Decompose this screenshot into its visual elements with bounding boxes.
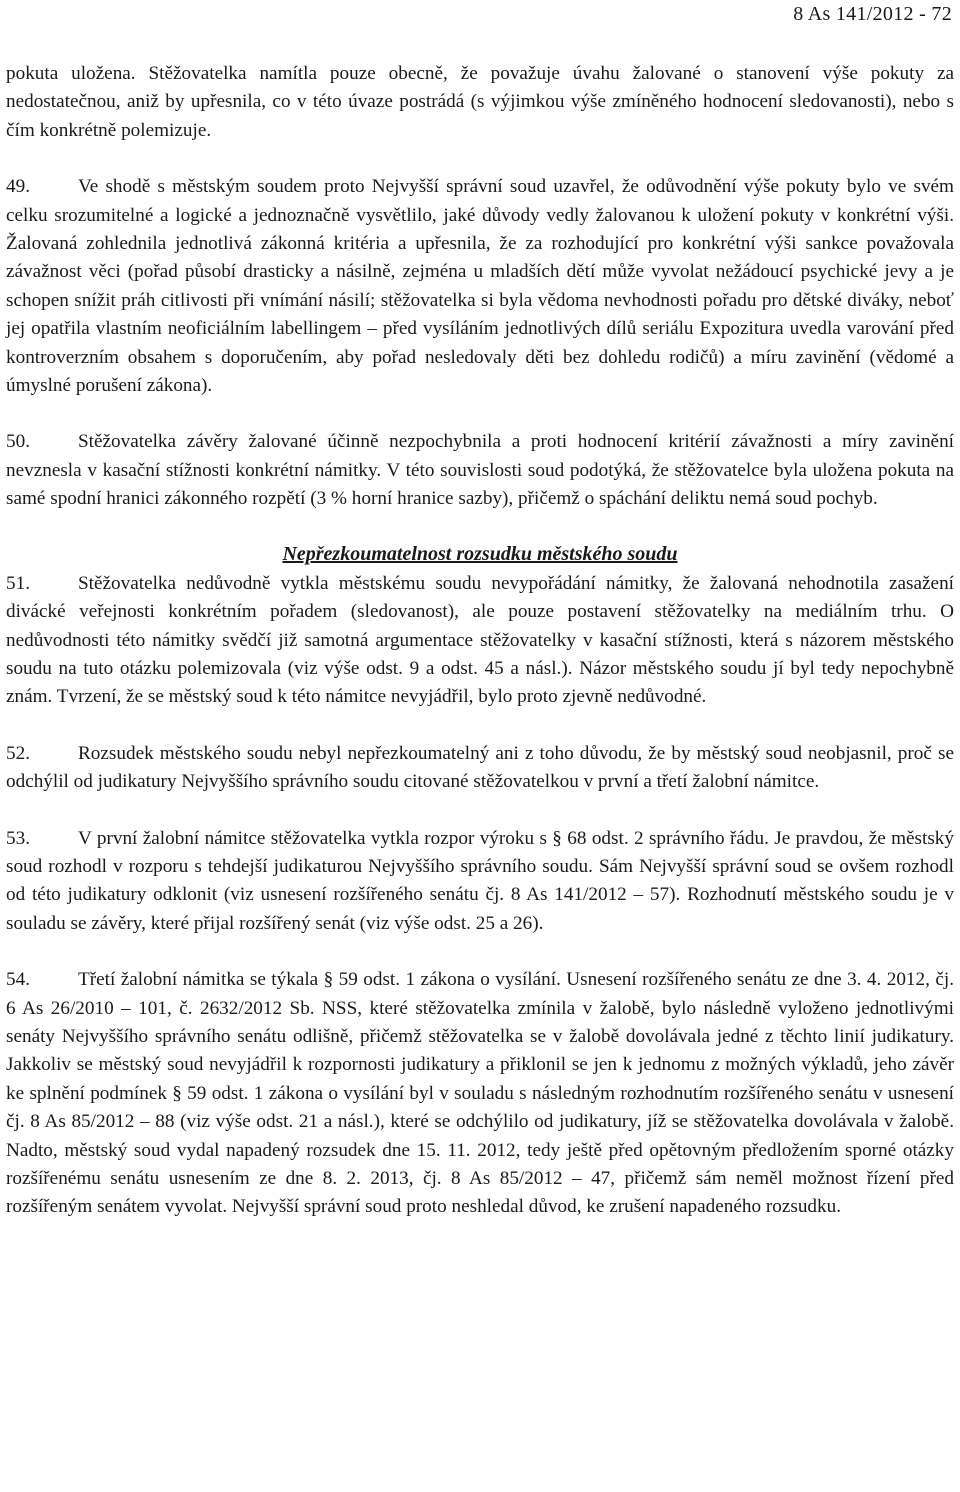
page-reference: 8 As 141/2012 - 72	[793, 3, 952, 25]
paragraph-number: 54.	[6, 969, 30, 991]
paragraph-number: 52.	[6, 742, 30, 764]
paragraph-text: Rozsudek městského soudu nebyl nepřezkoumatelný ani z toho důvodu, že by městský soud neobjasnil, proč se odchýlil od judikatury Nejvyššího správního soudu citované stěžovatelkou v první a třetí žalobní námitce.	[6, 742, 954, 793]
paragraph-number: 51.	[6, 572, 30, 594]
paragraph-53	[6, 825, 954, 939]
document-body	[6, 60, 954, 1250]
paragraph-text: Stěžovatelka závěry žalované účinně nezpochybnila a proti hodnocení kritérií závažnosti a míry zavinění nevznesla v kasační stížnosti konkrétní námitky. V této souvislosti soud podotýká, že stěžovatelce byla uložena pokuta na samé spodní hranici zákonného rozpětí (3 % horní hranice sazby), přičemž o spáchání deliktu nemá soud pochyb.	[6, 431, 954, 510]
paragraph-text: Třetí žalobní námitka se týkala § 59 odst. 1 zákona o vysílání. Usnesení rozšířeného senátu ze dne 3. 4. 2012, čj. 6 As 26/2010 – 101, č. 2632/2012 Sb. NSS, které stěžovatelka zmínila v žalobě, bylo následně vyloženo jednotlivými senáty Nejvyššího správního senátu odlišně, přičemž stěžovatelka se v žalobě dovolávala jedné z těchto linií judikatury. Jakkoliv se městský soud nevyjádřil k rozpornosti judikatury a přiklonil se jen k jednomu z možných výkladů, jeho závěr ke splnění podmínek § 59 odst. 1 zákona o vysílání byl v souladu s následným rozhodnutím rozšířeného senátu v usnesení čj. 8 As 85/2012 – 88 (viz výše odst. 21 a násl.), které se odchýlilo od judikatury, jíž se stěžovatelka dovolávala v žalobě. Nadto, městský soud vydal napadený rozsudek dne 15. 11. 2012, tedy ještě před opětovným předložením sporné otázky rozšířenému senátu usnesením ze dne 8. 2. 2013, čj. 8 As 85/2012 – 47, přičemž sám neměl možnost řízení před rozšířeným senátem vyvolat. Nejvyšší správní soud proto neshledal důvod, ke zrušení napadeného rozsudku.	[6, 969, 954, 1218]
section-heading: Nepřezkoumatelnost rozsudku městského soudu	[282, 542, 678, 565]
paragraph-text: Stěžovatelka nedůvodně vytkla městskému soudu nevypořádání námitky, že žalovaná nehodnotila zasažení divácké veřejnosti konkrétním pořadem (sledovanost), ale pouze postavení stěžovatelky na mediálním trhu. O nedůvodnosti této námitky svědčí již samotná argumentace stěžovatelky v kasační stížnosti, která s názorem městského soudu na tuto otázku polemizovala (viz výše odst. 9 a odst. 45 a násl.). Názor městského soudu jí byl tedy nepochybně znám. Tvrzení, že se městský soud k této námitce nevyjádřil, bylo proto zjevně nedůvodné.	[6, 572, 954, 708]
paragraph-50	[6, 428, 954, 513]
paragraph-text: Ve shodě s městským soudem proto Nejvyšší správní soud uzavřel, že odůvodnění výše pokuty bylo ve svém celku srozumitelné a logické a jednoznačně vysvětlilo, jaké důvody vedly žalovanou k uložení pokuty v konkrétní výši. Žalovaná zohlednila jednotlivá zákonná kritéria a upřesnila, že za rozhodující pro konkrétní výši sankce považovala závažnost věci (pořad působí drasticky a násilně, zejména u mladších dětí může vyvolat nežádoucí psychické jevy a je schopen snížit práh citlivosti při vnímání násilí; stěžovatelka si byla vědoma nevhodnosti pořadu pro dětské diváky, neboť jej opatřila vlastním neoficiálním labellingem – před vysíláním jednotlivých dílů seriálu Expozitura uvedla varování před kontroverzním obsahem s doporučením, aby pořad nesledovaly děti bez dohledu rodičů) a míru zavinění (vědomé a úmyslné porušení zákona).	[6, 176, 954, 397]
paragraph-number: 53.	[6, 827, 30, 849]
paragraph-52	[6, 740, 954, 797]
paragraph-51	[6, 570, 954, 712]
continuation-paragraph: pokuta uložena. Stěžovatelka namítla pouze obecně, že považuje úvahu žalované o stanovení výše pokuty za nedostatečnou, aniž by upřesnila, co v této úvaze postrádá (s výjimkou výše zmíněného hodnocení sledovanosti), nebo s čím konkrétně polemizuje.	[6, 63, 954, 141]
paragraph-49	[6, 173, 954, 400]
paragraph-54	[6, 966, 954, 1222]
paragraph-text: V první žalobní námitce stěžovatelka vytkla rozpor výroku s § 68 odst. 2 správního řádu. Je pravdou, že městský soud rozhodl v rozporu s tehdejší judikaturou Nejvyššího správního soudu. Sám Nejvyšší správní soud se ovšem rozhodl od této judikatury odklonit (viz usnesení rozšířeného senátu čj. 8 As 141/2012 – 57). Rozhodnutí městského soudu je v souladu se závěry, které přijal rozšířený senát (viz výše odst. 25 a 26).	[6, 827, 954, 934]
paragraph-number: 50.	[6, 431, 30, 453]
paragraph-number: 49.	[6, 176, 30, 198]
